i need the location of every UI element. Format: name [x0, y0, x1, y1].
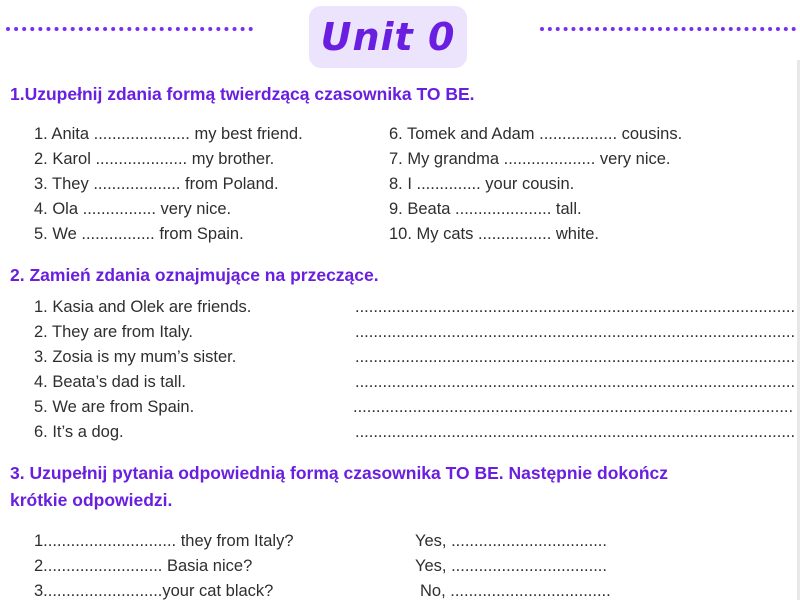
exercise2-item-6: 6. It’s a dog. — [34, 423, 124, 441]
exercise1-item-9: 9. Beata ..................... tall. — [389, 200, 582, 218]
answer-line[interactable]: ................................................................................................ — [353, 398, 794, 416]
exercise3-answer-2: Yes, .................................. — [415, 557, 607, 575]
section3-heading-continued: krótkie odpowiedzi. — [10, 490, 173, 510]
exercise1-item-3: 3. They ................... from Poland. — [34, 175, 279, 193]
section3-heading: 3. Uzupełnij pytania odpowiednią formą czasownika TO BE. Następnie dokończ — [10, 463, 668, 483]
exercise1-item-2: 2. Karol .................... my brother. — [34, 150, 275, 168]
section1-heading: 1.Uzupełnij zdania formą twierdzącą czasownika TO BE. — [10, 84, 475, 104]
decorative-dotted-line-left — [6, 27, 253, 31]
answer-line[interactable]: ................................................................................................ — [355, 423, 796, 441]
exercise1-item-10: 10. My cats ................ white. — [389, 225, 599, 243]
unit-title-badge — [309, 6, 467, 68]
exercise1-item-6: 6. Tomek and Adam ................. cousins. — [389, 125, 683, 143]
exercise3-answer-3: No, ................................... — [420, 582, 611, 600]
exercise2-item-3: 3. Zosia is my mum’s sister. — [34, 348, 237, 366]
exercise3-question-3: 3..........................your cat black? — [34, 582, 274, 600]
exercise2-item-5: 5. We are from Spain. — [34, 398, 195, 416]
exercise2-item-4: 4. Beata’s dad is tall. — [34, 373, 186, 391]
exercise3-answer-1: Yes, .................................. — [415, 532, 607, 550]
exercise1-item-5: 5. We ................ from Spain. — [34, 225, 244, 243]
exercise3-question-2: 2.......................... Basia nice? — [34, 557, 253, 575]
exercise2-item-1: 1. Kasia and Olek are friends. — [34, 298, 252, 316]
exercise1-item-7: 7. My grandma .................... very nice. — [389, 150, 671, 168]
answer-line[interactable]: ................................................................................................ — [355, 298, 796, 316]
exercise1-item-1: 1. Anita ..................... my best friend. — [34, 125, 303, 143]
exercise2-item-2: 2. They are from Italy. — [34, 323, 193, 341]
exercise3-question-1: 1............................. they from Italy? — [34, 532, 294, 550]
exercise1-item-4: 4. Ola ................ very nice. — [34, 200, 232, 218]
page-title: Unit 0 — [320, 15, 456, 59]
section2-heading: 2. Zamień zdania oznajmujące na przeczące. — [10, 265, 379, 285]
exercise1-item-8: 8. I .............. your cousin. — [389, 175, 575, 193]
decorative-dotted-line-right — [540, 27, 796, 31]
answer-line[interactable]: ................................................................................................ — [355, 373, 796, 391]
answer-line[interactable]: ................................................................................................ — [355, 348, 796, 366]
answer-line[interactable]: ................................................................................................ — [355, 323, 796, 341]
